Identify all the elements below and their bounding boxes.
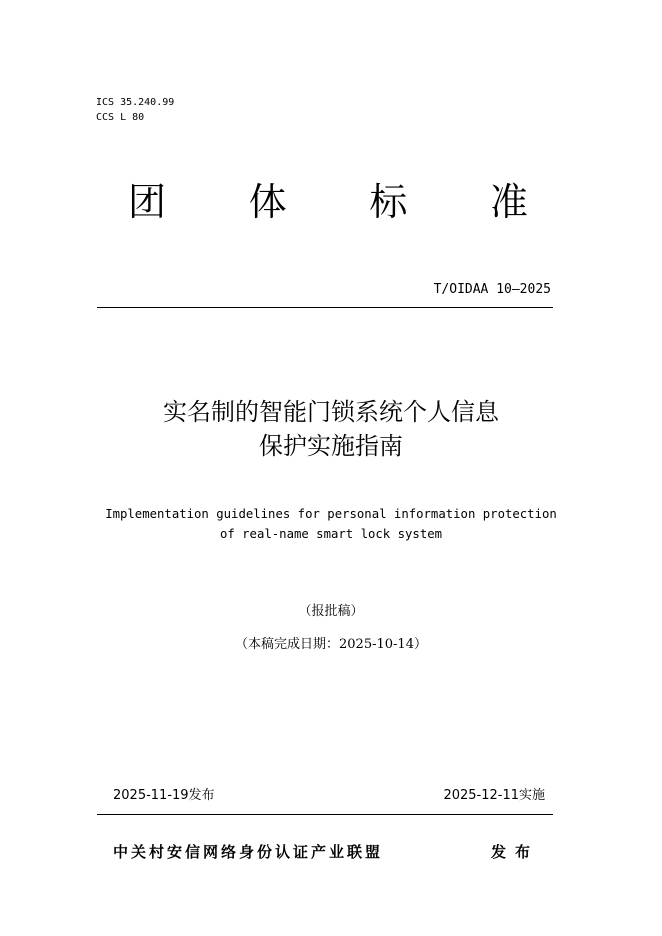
draft-status: （报批稿） (298, 604, 364, 619)
implement-date: 2025-12-11实施 (443, 788, 545, 803)
standard-number: T/OIDAA 10—2025 (433, 282, 551, 297)
document-type-char-4: 准 (489, 180, 528, 224)
publish-date: 2025-11-19发布 (113, 788, 215, 803)
document-type-char-2: 体 (248, 180, 287, 224)
document-type-char-3: 标 (369, 180, 408, 224)
english-title-line-1: Implementation guidelines for personal information protection (105, 507, 557, 521)
chinese-title (0, 395, 662, 463)
issue-label: 发布 (491, 843, 540, 861)
issuing-organization: 中关村安信网络身份认证产业联盟 (113, 843, 384, 861)
english-title-line-2: of real-name smart lock system (219, 527, 443, 541)
top-divider (97, 307, 553, 308)
english-title (60, 504, 602, 544)
document-type-heading (128, 178, 528, 226)
draft-completion-date: （本稿完成日期：2025-10-14） (235, 637, 427, 652)
chinese-title-line-1: 实名制的智能门锁系统个人信息 (163, 398, 499, 426)
ics-code: ICS 35.240.99 (96, 97, 175, 108)
document-type-char-1: 团 (128, 180, 167, 224)
bottom-divider (97, 814, 553, 815)
ccs-code: CCS L 80 (96, 112, 145, 123)
classification-codes (96, 95, 174, 125)
chinese-title-line-2: 保护实施指南 (259, 432, 403, 460)
